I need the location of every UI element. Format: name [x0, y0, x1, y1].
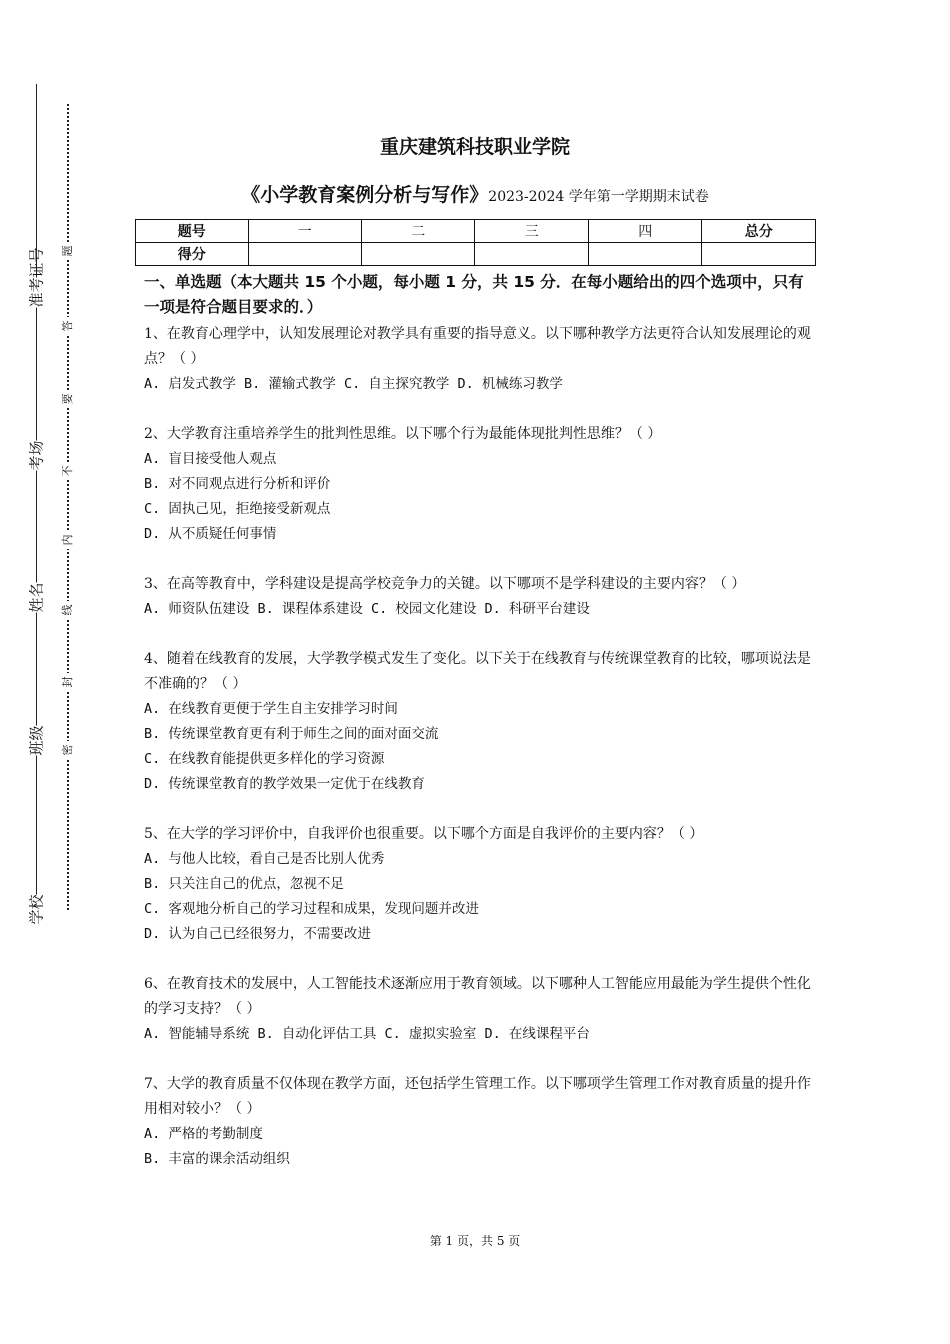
page-footer: 第 1 页，共 5 页	[429, 1234, 521, 1248]
exam-id-label: 准考证号	[27, 247, 46, 308]
question-stem: 6、在教育技术的发展中，人工智能技术逐渐应用于教育领域。以下哪种人工智能应用最能为学生提供个性化的学习支持？（ ）	[144, 976, 811, 1017]
question-option: D. 传统课堂教育的教学效果一定优于在线教育	[144, 776, 425, 792]
score-header-cell: 题号	[136, 220, 249, 243]
class-label: 班级	[27, 725, 46, 756]
question	[144, 647, 816, 797]
seal-char: 封	[62, 673, 74, 691]
question-option: B. 只关注自己的优点，忽视不足	[144, 876, 344, 892]
question-option: D. 从不质疑任何事情	[144, 526, 277, 542]
seal-char: 答	[62, 317, 74, 335]
question-option: C. 客观地分析自己的学习过程和成果，发现问题并改进	[144, 901, 479, 917]
score-cell	[248, 243, 361, 266]
term-label: 2023-2024 学年第一学期期末试卷	[488, 189, 709, 205]
score-header-cell: 四	[588, 220, 701, 243]
seal-char: 题	[62, 242, 74, 260]
exam-room-label: 考场	[27, 440, 46, 471]
name-label: 姓名	[27, 582, 46, 613]
question-stem: 3、在高等教育中，学科建设是提高学校竞争力的关键。以下哪项不是学科建设的主要内容？（ ）	[144, 576, 746, 592]
question-option: A. 盲目接受他人观点	[144, 451, 277, 467]
question-stem: 1、在教育心理学中，认知发展理论对教学具有重要的指导意义。以下哪种教学方法更符合认知发展理论的观点？（ ）	[144, 326, 811, 367]
question-option: B. 丰富的课余活动组织	[144, 1151, 290, 1167]
question-option: A. 严格的考勤制度	[144, 1126, 263, 1142]
seal-char: 内	[62, 531, 74, 549]
question-stem: 5、在大学的学习评价中，自我评价也很重要。以下哪个方面是自我评价的主要内容？（ ）	[144, 826, 704, 842]
question-stem: 4、随着在线教育的发展，大学教学模式发生了变化。以下关于在线教育与传统课堂教育的比较，哪项说法是不准确的？（ ）	[144, 651, 811, 692]
score-table-score-row	[136, 243, 816, 266]
question	[144, 1072, 816, 1172]
score-cell	[475, 243, 588, 266]
question	[144, 422, 816, 547]
score-table-header-row	[136, 220, 816, 243]
seal-char: 密	[62, 741, 74, 759]
question	[144, 822, 816, 947]
score-header-cell: 二	[361, 220, 474, 243]
binding-solid-line	[36, 84, 37, 924]
question-stem: 7、大学的教育质量不仅体现在教学方面，还包括学生管理工作。以下哪项学生管理工作对教育质量的提升作用相对较小？（ ）	[144, 1076, 811, 1117]
course-title: 《小学教育案例分析与写作》	[241, 184, 489, 206]
question	[144, 572, 816, 622]
score-cell	[702, 243, 816, 266]
question-options: A. 师资队伍建设 B. 课程体系建设 C. 校园文化建设 D. 科研平台建设	[144, 601, 590, 617]
question-option: B. 传统课堂教育更有利于师生之间的面对面交流	[144, 726, 439, 742]
seal-char: 线	[62, 601, 74, 619]
score-cell	[588, 243, 701, 266]
question	[144, 322, 816, 397]
seal-char: 要	[62, 390, 74, 408]
school-label: 学校	[27, 894, 46, 925]
question-options: A. 智能辅导系统 B. 自动化评估工具 C. 虚拟实验室 D. 在线课程平台	[144, 1026, 590, 1042]
exam-content	[144, 270, 816, 1197]
question-option: A. 在线教育更便于学生自主安排学习时间	[144, 701, 398, 717]
score-row-label: 得分	[136, 243, 249, 266]
question-option: A. 与他人比较，看自己是否比别人优秀	[144, 851, 385, 867]
school-title: 重庆建筑科技职业学院	[379, 136, 570, 158]
question-stem: 2、大学教育注重培养学生的批判性思维。以下哪个行为最能体现批判性思维？（ ）	[144, 426, 662, 442]
question	[144, 972, 816, 1047]
score-table	[135, 219, 816, 266]
question-option: C. 固执己见，拒绝接受新观点	[144, 501, 331, 517]
score-header-cell: 总分	[702, 220, 816, 243]
question-option: C. 在线教育能提供更多样化的学习资源	[144, 751, 385, 767]
seal-char: 不	[62, 462, 74, 480]
score-cell	[361, 243, 474, 266]
section-title: 一、单选题（本大题共 15 个小题，每小题 1 分，共 15 分．在每小题给出的四个选项中，只有一项是符合题目要求的．）	[144, 273, 804, 316]
score-header-cell: 三	[475, 220, 588, 243]
score-header-cell: 一	[248, 220, 361, 243]
binding-dotted-line	[67, 104, 69, 910]
question-option: B. 对不同观点进行分析和评价	[144, 476, 331, 492]
question-option: D. 认为自己已经很努力，不需要改进	[144, 926, 371, 942]
exam-title	[0, 180, 950, 207]
question-options: A. 启发式教学 B. 灌输式教学 C. 自主探究教学 D. 机械练习教学	[144, 376, 563, 392]
